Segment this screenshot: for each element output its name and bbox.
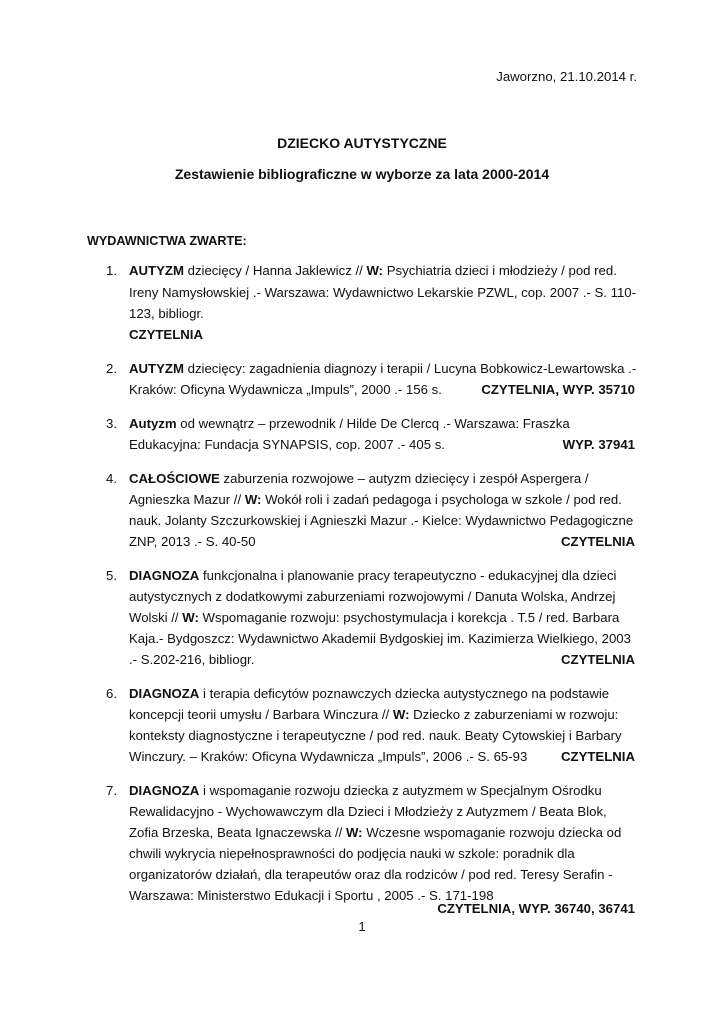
item-line: autystycznych z dodatkowymi zaburzeniami rozwojowymi / Danuta Wolska, Andrzej (129, 589, 616, 604)
item-keyword: DIAGNOZA (129, 568, 200, 583)
item-line: DIAGNOZA i wspomaganie rozwoju dziecka z autyzmem w Specjalnym Ośrodku (129, 783, 602, 798)
item-location: CZYTELNIA (561, 652, 635, 667)
item-line: organizatorów działań, dla terapeutów oraz dla rodziców / pod red. Teresy Serafin - (129, 867, 613, 882)
item-number: 7. (106, 783, 117, 798)
item-line: chwili wykrycia niepełnosprawności do podjęcia nauki w szkole: poradnik dla (129, 846, 575, 861)
document-title: DZIECKO AUTYSTYCZNE (277, 135, 447, 151)
item-line: DIAGNOZA i terapia deficytów poznawczych dziecka autystycznego na podstawie (129, 686, 610, 701)
item-line: .- S.202-216, bibliogr. (129, 652, 255, 667)
document-date: Jaworzno, 21.10.2014 r. (496, 69, 637, 84)
item-line: Autyzm od wewnątrz – przewodnik / Hilde De Clercq .- Warszawa: Fraszka (129, 416, 570, 431)
item-line: Edukacyjna: Fundacja SYNAPSIS, cop. 2007 .- 405 s. (129, 437, 445, 452)
item-line: AUTYZM dziecięcy / Hanna Jaklewicz // W: Psychiatria dzieci i młodzieży / pod red. (129, 263, 617, 278)
item-line: Ireny Namysłowskiej .- Warszawa: Wydawnictwo Lekarskie PZWL, cop. 2007 .- S. 110- (129, 285, 637, 300)
item-location: CZYTELNIA (561, 534, 635, 549)
item-line: ZNP, 2013 .- S. 40-50 (129, 534, 256, 549)
section-heading: WYDAWNICTWA ZWARTE: (87, 234, 247, 248)
item-number: 2. (106, 361, 117, 376)
item-location: CZYTELNIA (561, 749, 635, 764)
item-line: CAŁOŚCIOWE zaburzenia rozwojowe – autyzm dziecięcy i zespół Aspergera / (129, 471, 589, 486)
item-number: 3. (106, 416, 117, 431)
item-location: CZYTELNIA, WYP. 35710 (481, 382, 635, 397)
item-keyword: Autyzm (129, 416, 177, 431)
item-line: nauk. Jolanty Szczurkowskiej i Agnieszki Mazur .- Kielce: Wydawnictwo Pedagogiczne (129, 513, 634, 528)
item-number: 5. (106, 568, 117, 583)
item-location: WYP. 37941 (562, 437, 635, 452)
item-line: Rewalidacyjno - Wychowawczym dla Dzieci i Młodzieży z Autyzmem / Beata Blok, (129, 804, 607, 819)
document-subtitle: Zestawienie bibliograficzne w wyborze za lata 2000-2014 (174, 166, 550, 182)
item-keyword: DIAGNOZA (129, 783, 200, 798)
item-line: 123, bibliogr. (129, 306, 204, 321)
item-line: Kaja.- Bydgoszcz: Wydawnictwo Akademii Bydgoskiej im. Kazimierza Wielkiego, 2003 (129, 631, 631, 646)
item-keyword: CAŁOŚCIOWE (129, 471, 220, 486)
item-location: CZYTELNIA, WYP. 36740, 36741 (437, 901, 635, 916)
item-line: Agnieszka Mazur // W: Wokół roli i zadań pedagoga i psychologa w szkole / pod red. (129, 492, 622, 507)
item-keyword: AUTYZM (129, 263, 184, 278)
item-keyword: AUTYZM (129, 361, 184, 376)
item-location: CZYTELNIA (129, 327, 203, 342)
item-number: 1. (106, 263, 117, 278)
item-keyword: DIAGNOZA (129, 686, 200, 701)
item-line: Winczury. – Kraków: Oficyna Wydawnicza „Impuls”, 2006 .- S. 65-93 (129, 749, 528, 764)
item-line: Wolski // W: Wspomaganie rozwoju: psychostymulacja i korekcja . T.5 / red. Barbara (129, 610, 620, 625)
item-line: Zofia Brzeska, Beata Ignaczewska // W: Wczesne wspomaganie rozwoju dziecka od (129, 825, 622, 840)
item-line: Kraków: Oficyna Wydawnicza „Impuls”, 2000 .- 156 s. (129, 382, 442, 397)
item-line: koncepcji teorii umysłu / Barbara Winczura // W: Dziecko z zaburzeniami w rozwoju: (129, 707, 619, 722)
item-number: 6. (106, 686, 117, 701)
item-line: Warszawa: Ministerstwo Edukacji i Sportu , 2005 .- S. 171-198 (129, 888, 494, 903)
item-line: konteksty diagnostyczne i terapeutyczne / pod red. nauk. Beaty Cytowskiej i Barbary (129, 728, 622, 743)
item-line: AUTYZM dziecięcy: zagadnienia diagnozy i terapii / Lucyna Bobkowicz-Lewartowska .- (129, 361, 637, 376)
item-number: 4. (106, 471, 117, 486)
item-line: DIAGNOZA funkcjonalna i planowanie pracy terapeutyczno - edukacyjnej dla dzieci (129, 568, 617, 583)
page-number: 1 (358, 919, 366, 934)
